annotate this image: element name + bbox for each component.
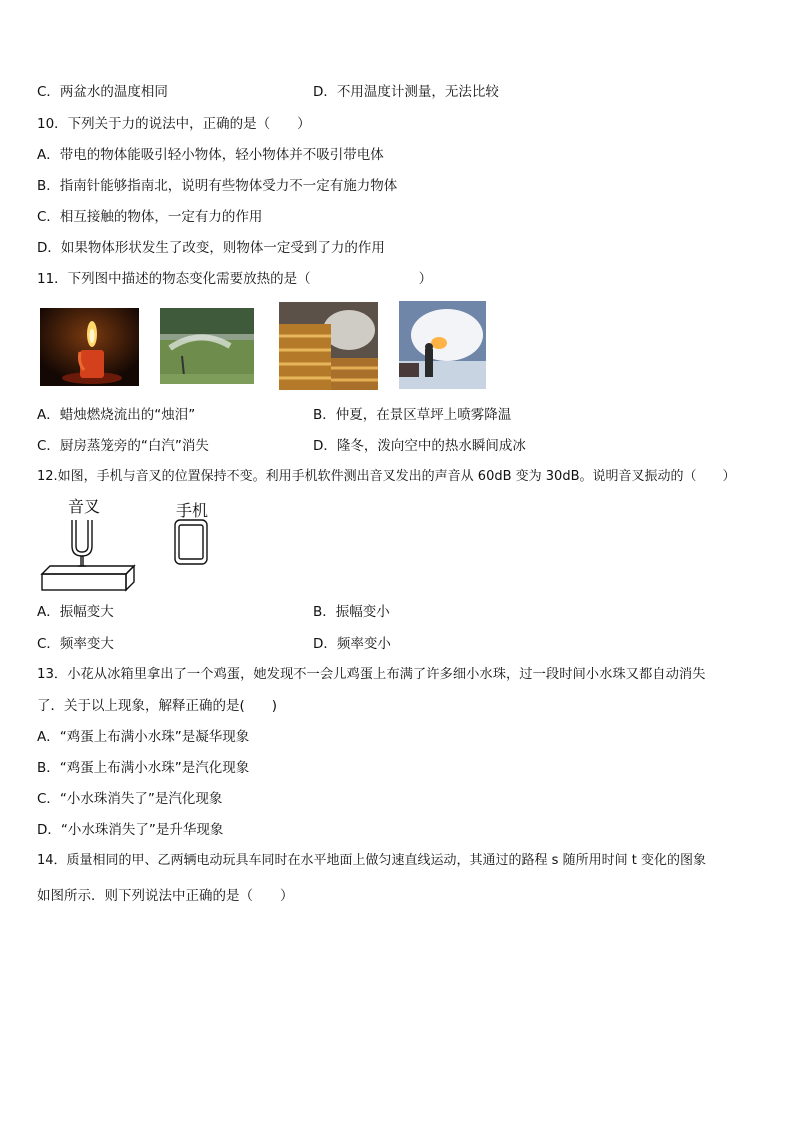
frozen-water-photo bbox=[399, 301, 486, 389]
q11-option-c: C．厨房蒸笼旁的“白汽”消失 bbox=[37, 438, 209, 454]
q13-option-d: D．“小水珠消失了”是升华现象 bbox=[37, 822, 224, 838]
q13-stem-line1: 13．小花从冰箱里拿出了一个鸡蛋，她发现不一会儿鸡蛋上布满了许多细小水珠，过一段时间小水珠又都自动消失 bbox=[37, 667, 706, 682]
q10-stem: 10．下列关于力的说法中，正确的是（ ） bbox=[37, 116, 311, 132]
q10-option-a: A．带电的物体能吸引轻小物体，轻小物体并不吸引带电体 bbox=[37, 147, 384, 163]
q11-stem: 11．下列图中描述的物态变化需要放热的是（ ） bbox=[37, 271, 433, 287]
q14-stem-line2: 如图所示．则下列说法中正确的是（ ） bbox=[37, 888, 294, 904]
q14-stem-line1: 14．质量相同的甲、乙两辆电动玩具车同时在水平地面上做匀速直线运动，其通过的路程 s 随所用时间 t 变化的图象 bbox=[37, 853, 706, 868]
resonance-box-icon bbox=[42, 566, 134, 590]
q13-option-c: C．“小水珠消失了”是汽化现象 bbox=[37, 791, 223, 807]
q13-option-b: B．“鸡蛋上布满小水珠”是汽化现象 bbox=[37, 760, 250, 776]
q11-option-d: D．隆冬，泼向空中的热水瞬间成冰 bbox=[313, 438, 526, 454]
q12-option-a: A．振幅变大 bbox=[37, 604, 114, 620]
q11-option-b: B．仲夏，在景区草坪上喷雾降温 bbox=[313, 407, 512, 423]
candle-photo bbox=[40, 308, 139, 386]
q10-option-b: B．指南针能够指南北，说明有些物体受力不一定有施力物体 bbox=[37, 178, 398, 194]
q13-option-a: A．“鸡蛋上布满小水珠”是凝华现象 bbox=[37, 729, 250, 745]
q9-option-c: C．两盆水的温度相同 bbox=[37, 84, 168, 100]
q13-stem-line2: 了．关于以上现象，解释正确的是( ) bbox=[37, 698, 278, 714]
q9-option-d: D．不用温度计测量，无法比较 bbox=[313, 84, 499, 100]
tuning-fork-label: 音叉 bbox=[68, 497, 101, 516]
steamer-photo bbox=[279, 302, 378, 390]
tuning-fork-icon bbox=[72, 520, 92, 566]
q10-option-d: D．如果物体形状发生了改变，则物体一定受到了力的作用 bbox=[37, 240, 385, 256]
phone-label: 手机 bbox=[176, 501, 209, 520]
lawn-sprinkler-photo bbox=[160, 308, 254, 384]
q12-option-c: C．频率变大 bbox=[37, 636, 114, 652]
tuning-fork-diagram bbox=[38, 494, 218, 594]
phone-icon bbox=[175, 520, 207, 564]
q12-stem: 12.如图，手机与音叉的位置保持不变。利用手机软件测出音叉发出的声音从 60dB 变为 30dB。说明音叉振动的（ ） bbox=[37, 469, 736, 484]
q12-option-b: B．振幅变小 bbox=[313, 604, 390, 620]
q11-option-a: A．蜡烛燃烧流出的“烛泪” bbox=[37, 407, 196, 423]
q12-option-d: D．频率变小 bbox=[313, 636, 391, 652]
q10-option-c: C．相互接触的物体，一定有力的作用 bbox=[37, 209, 263, 225]
